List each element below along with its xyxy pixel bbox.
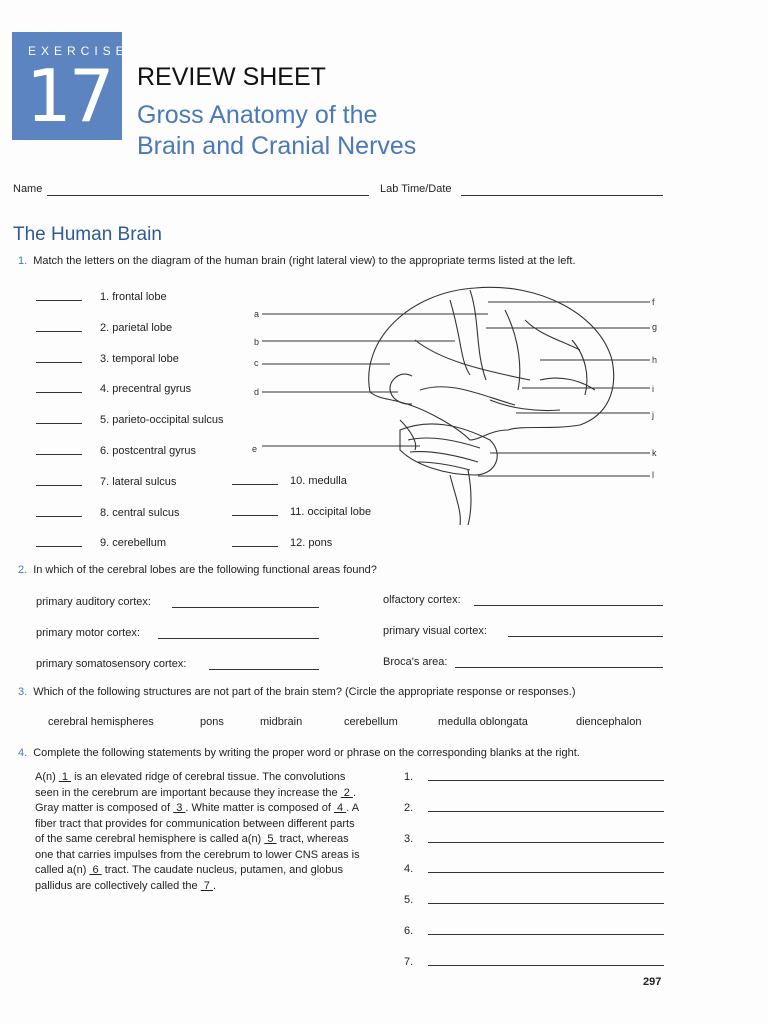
diagram-letter: l — [652, 470, 654, 480]
match-blank[interactable] — [36, 300, 82, 301]
diagram-letter: g — [652, 322, 658, 332]
answer-number: 1. — [404, 771, 414, 783]
term-label: 11. occipital lobe — [290, 505, 372, 518]
term-label: 2. parietal lobe — [100, 321, 173, 334]
term-label: 3. temporal lobe — [100, 352, 179, 365]
section-title: The Human Brain — [13, 224, 162, 245]
blank-number: 2 — [340, 786, 353, 799]
answer-label: olfactory cortex: — [383, 594, 461, 606]
answer-line[interactable] — [428, 842, 664, 843]
answer-line[interactable] — [455, 667, 663, 668]
question-text: Which of the following structures are not part of the brain stem? (Circle the appropriate response or responses.) — [33, 686, 576, 698]
question-text: Match the letters on the diagram of the human brain (right lateral view) to the appropriate terms listed at the left. — [33, 255, 576, 267]
diagram-letter: i — [652, 384, 654, 394]
blank-number: 5 — [264, 833, 277, 845]
question-number: 1. — [18, 255, 28, 267]
statement-text: . Gray matter is composed of — [35, 786, 357, 814]
question-number: 3. — [18, 686, 28, 698]
answer-line[interactable] — [209, 669, 319, 670]
question-text: In which of the cerebral lobes are the following functional areas found? — [33, 564, 377, 576]
answer-label: primary auditory cortex: — [36, 596, 151, 608]
answer-line[interactable] — [428, 872, 664, 873]
diagram-letter: b — [254, 337, 260, 347]
answer-label: primary motor cortex: — [36, 627, 140, 639]
lab-field[interactable] — [461, 195, 663, 196]
term-label: 5. parieto-occipital sulcus — [100, 414, 224, 427]
exercise-label: EXERCISE — [28, 44, 129, 58]
answer-number: 5. — [404, 894, 414, 907]
structure-choice[interactable]: medulla oblongata — [438, 716, 528, 728]
answer-line[interactable] — [474, 605, 663, 606]
structure-choice[interactable]: cerebellum — [344, 716, 398, 728]
structure-choice[interactable]: midbrain — [260, 716, 303, 728]
term-label: 1. frontal lobe — [100, 291, 167, 303]
statement-text: is an elevated ridge of cerebral tissue. The convolutions seen in the cerebrum are important because they increase the — [35, 771, 346, 799]
structure-choice[interactable]: cerebral hemispheres — [48, 716, 154, 728]
term-label: 10. medulla — [290, 475, 347, 487]
exercise-number: 17 — [26, 54, 112, 138]
match-blank[interactable] — [232, 484, 278, 485]
statement-text: . A fiber tract that provides for communication between different parts of the same cerebral hemisphere is called a(n) — [35, 802, 359, 845]
subtitle-line2: Brain and Cranial Nerves — [137, 132, 417, 160]
match-blank[interactable] — [36, 454, 82, 455]
blank-number: 1 — [58, 771, 72, 783]
name-field[interactable] — [47, 195, 369, 196]
blank-number: 4 — [333, 802, 347, 814]
match-blank[interactable] — [36, 331, 82, 332]
question-text: Complete the following statements by writing the proper word or phrase on the corresponding blanks at the right. — [33, 747, 580, 759]
diagram-letter: e — [252, 444, 258, 454]
question-1 — [18, 255, 576, 267]
statement-text: . White matter is composed of — [185, 802, 334, 814]
blank-number: 3 — [173, 802, 186, 814]
answer-line[interactable] — [172, 607, 319, 608]
match-blank[interactable] — [36, 546, 82, 547]
statement-text: . — [212, 879, 216, 892]
answer-line[interactable] — [428, 965, 664, 966]
term-label: 4. precentral gyrus — [100, 383, 192, 396]
answer-number: 6. — [404, 925, 414, 937]
statement-paragraph — [35, 770, 365, 894]
term-label: 8. central sulcus — [100, 506, 180, 519]
sheet-subtitle — [137, 100, 416, 162]
diagram-letter: j — [652, 410, 654, 420]
diagram-letter: a — [254, 309, 260, 319]
match-blank[interactable] — [36, 516, 82, 517]
answer-line[interactable] — [428, 934, 664, 935]
term-label: 7. lateral sulcus — [100, 475, 177, 488]
match-blank[interactable] — [36, 423, 82, 424]
answer-number: 7. — [404, 955, 414, 968]
question-number: 4. — [18, 747, 28, 759]
match-blank[interactable] — [36, 362, 82, 363]
answer-line[interactable] — [508, 636, 663, 637]
subtitle-line1: Gross Anatomy of the — [137, 101, 378, 129]
statement-text: A(n) — [35, 771, 59, 783]
answer-line[interactable] — [428, 811, 664, 812]
statement-text: tract. The caudate nucleus, putamen, and globus pallidus are collectively called the — [35, 864, 344, 892]
match-blank[interactable] — [36, 392, 82, 393]
diagram-letter: k — [652, 448, 657, 458]
match-blank[interactable] — [232, 515, 278, 516]
page-number: 297 — [643, 976, 662, 988]
brain-diagram — [240, 280, 670, 530]
answer-label: Broca's area: — [383, 656, 448, 668]
lab-label: Lab Time/Date — [380, 183, 452, 195]
answer-line[interactable] — [158, 638, 319, 639]
exercise-badge — [12, 32, 129, 140]
statement-text: tract, whereas one that carries impulses from the cerebrum to lower CNS areas is called a(n) — [35, 833, 360, 876]
name-label: Name — [13, 183, 43, 195]
diagram-letter: d — [254, 387, 260, 397]
term-label: 9. cerebellum — [100, 537, 167, 550]
term-label: 6. postcentral gyrus — [100, 445, 196, 457]
question-2 — [18, 564, 377, 576]
question-number: 2. — [18, 564, 28, 576]
answer-line[interactable] — [428, 780, 664, 781]
blank-number: 7 — [200, 879, 213, 892]
answer-line[interactable] — [428, 903, 664, 904]
match-blank[interactable] — [232, 546, 278, 547]
answer-number: 2. — [404, 801, 414, 814]
question-3 — [18, 686, 576, 698]
blank-number: 6 — [89, 864, 102, 876]
term-label: 12. pons — [290, 536, 333, 549]
answer-number: 3. — [404, 832, 414, 845]
diagram-letter: f — [652, 297, 655, 307]
answer-number: 4. — [404, 863, 414, 876]
answer-label: primary somatosensory cortex: — [36, 658, 187, 670]
diagram-letter: h — [652, 355, 658, 365]
question-4 — [18, 747, 580, 759]
structure-choice[interactable]: pons — [200, 716, 224, 728]
match-blank[interactable] — [36, 485, 82, 486]
sheet-title: REVIEW SHEET — [137, 63, 326, 91]
structure-choice[interactable]: diencephalon — [576, 716, 642, 728]
diagram-letter: c — [254, 358, 259, 368]
answer-label: primary visual cortex: — [383, 625, 487, 637]
